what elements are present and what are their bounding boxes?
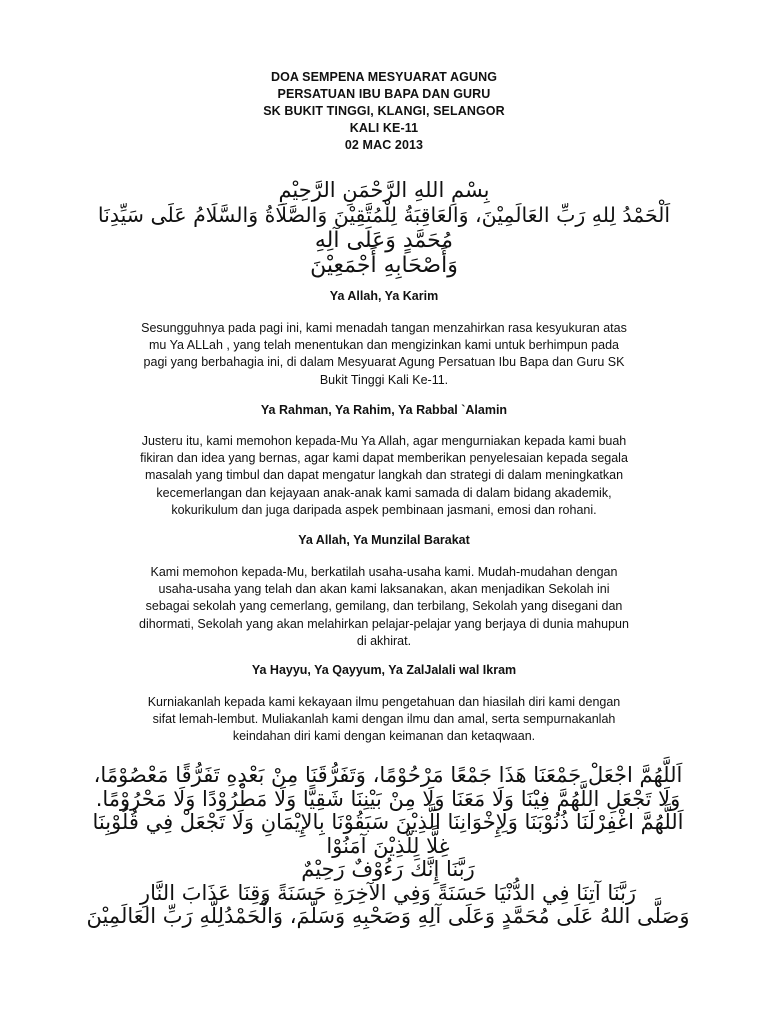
arabic-line: وَأَصْحَابِهِ أَجْمَعِيْنَ [310, 253, 458, 278]
paragraph-line: Kami memohon kepada-Mu, berkatilah usaha-usaha kami. Mudah-mudahan dengan [150, 565, 618, 579]
paragraph-line: masalah yang timbul dan dapat mengatur langkah dan strategi di dalam meningkatkan [144, 468, 624, 483]
title-line: 02 MAC 2013 [344, 138, 424, 152]
section-heading: Ya Allah, Ya Karim [329, 289, 439, 303]
arabic-line: غِلًّا لِلَّذِيْنَ آمَنُوْا [326, 833, 450, 858]
arabic-line: مُحَمَّدٍ وَعَلَى آلِهِ [314, 228, 454, 253]
section-heading: Ya Allah, Ya Munzilal Barakat [298, 533, 470, 547]
title-line: PERSATUAN IBU BAPA DAN GURU [277, 87, 491, 101]
section-heading: Ya Hayyu, Ya Qayyum, Ya ZalJalali wal Ikram [251, 663, 517, 677]
arabic-line: اَللَّهُمَّ اغْفِرْلَنَا ذُنُوْبَنَا وَلِإِخْوَانِنَا الَّذِيْنَ سَبَقُوْنَا بِالإِيْمَانِ وَلَا تَجْعَلْ فِي قُلُوْبِنَا [92, 810, 684, 834]
paragraph-line: Justeru itu, kami memohon kepada-Mu Ya Allah, agar mengurniakan kepada kami buah [141, 434, 627, 448]
section-paragraph [110, 564, 658, 650]
arabic-line: رَبَّنَا إِنَّكَ رَءُوْفٌ رَحِيْمٌ [301, 857, 475, 881]
arabic-line: وَصَلَّى اللهُ عَلَى مُحَمَّدٍ وَعَلَى آلِهِ وَصَحْبِهِ وَسَلَّمَ، وَالْحَمْدُلِلَّهِ رَبِّ العَالَمِيْنَ [86, 904, 690, 928]
arabic-line: اَلْحَمْدُ لِلهِ رَبِّ العَالَمِيْنَ، وَالعَاقِبَةُ لِلْمُتَّقِيْنَ وَالصَّلَاةُ وَالسَّلَامُ عَلَى سَيِّدِنَا [97, 203, 671, 227]
section-paragraph [110, 433, 658, 519]
paragraph-line: Kurniakanlah kepada kami kekayaan ilmu pengetahuan dan hiasilah diri kami dengan [147, 695, 621, 709]
paragraph-line: kecemerlangan dan kejayaan anak-anak kami samada di dalam bidang akademik, [156, 485, 612, 500]
arabic-line: رَبَّنَا آتِنَا فِي الدُّنْيَا حَسَنَةً وَفِي الآخِرَةِ حَسَنَةً وَقِنَا عَذَابَ النَّارِ [139, 880, 637, 905]
title-line: SK BUKIT TINGGI, KLANGI, SELANGOR [263, 104, 505, 118]
paragraph-line: sebagai sekolah yang cemerlang, gemilang, dan terbilang, Sekolah yang disegani dan [145, 599, 623, 614]
section-paragraph [110, 320, 658, 389]
title-line: KALI KE-11 [349, 121, 419, 135]
paragraph-line: keindahan diri kami dengan keimanan dan ketaqwaan. [232, 729, 536, 744]
paragraph-line: pagi yang berbahagia ini, di dalam Mesyuarat Agung Persatuan Ibu Bapa dan Guru SK [143, 355, 625, 370]
arabic-line: وَلَا تَجْعَلِ اللَّهُمَّ فِيْنَا وَلَا مَعَنَا وَلَا مِنْ بَيْنِنَا شَقِيًّا وَلَا مَطْرُوْدًا وَلَا مَحْرُوْمًا. [95, 786, 681, 811]
paragraph-line: mu Ya ALLah , yang telah menentukan dan mengizinkan kami untuk berhimpun pada [149, 338, 619, 353]
document-title [0, 69, 768, 154]
paragraph-line: Sesungguhnya pada pagi ini, kami menadah tangan menzahirkan rasa kesyukuran atas [141, 321, 627, 335]
section-heading: Ya Rahman, Ya Rahim, Ya Rabbal `Alamin [260, 403, 508, 417]
paragraph-line: di akhirat. [356, 633, 412, 648]
paragraph-line: usaha-usaha yang telah dan akan kami laksanakan, akan menjadikan Sekolah ini [158, 582, 610, 597]
paragraph-line: sifat lemah-lembut. Muliakanlah kami dengan ilmu dan amal, serta sempurnakanlah [152, 712, 616, 727]
title-line: DOA SEMPENA MESYUARAT AGUNG [270, 70, 498, 84]
arabic-line: بِسْمِ اللهِ الرَّحْمَنِ الرَّحِيْمِ [278, 178, 490, 202]
section-paragraph [110, 694, 658, 746]
paragraph-line: kokurikulum dan juga daripada aspek pembinaan jasmani, emosi dan rohani. [171, 502, 597, 517]
arabic-opening-prayer [92, 178, 676, 278]
paragraph-line: Bukit Tinggi Kali Ke-11. [319, 372, 449, 387]
paragraph-line: fikiran dan idea yang bernas, agar kami dapat memberikan penyelesaian kepada segala [140, 451, 628, 466]
arabic-closing-prayer [80, 764, 696, 929]
paragraph-line: dihormati, Sekolah yang akan melahirkan pelajar-pelajar yang berjaya di dunia mahupun [139, 616, 629, 631]
arabic-line: اَللَّهُمَّ اجْعَلْ جَمْعَنَا هَذَا جَمْعًا مَرْحُوْمًا، وَتَفَرُّقَنَا مِنْ بَعْدِهِ تَفَرُّقًا مَعْصُوْمًا، [93, 763, 683, 787]
